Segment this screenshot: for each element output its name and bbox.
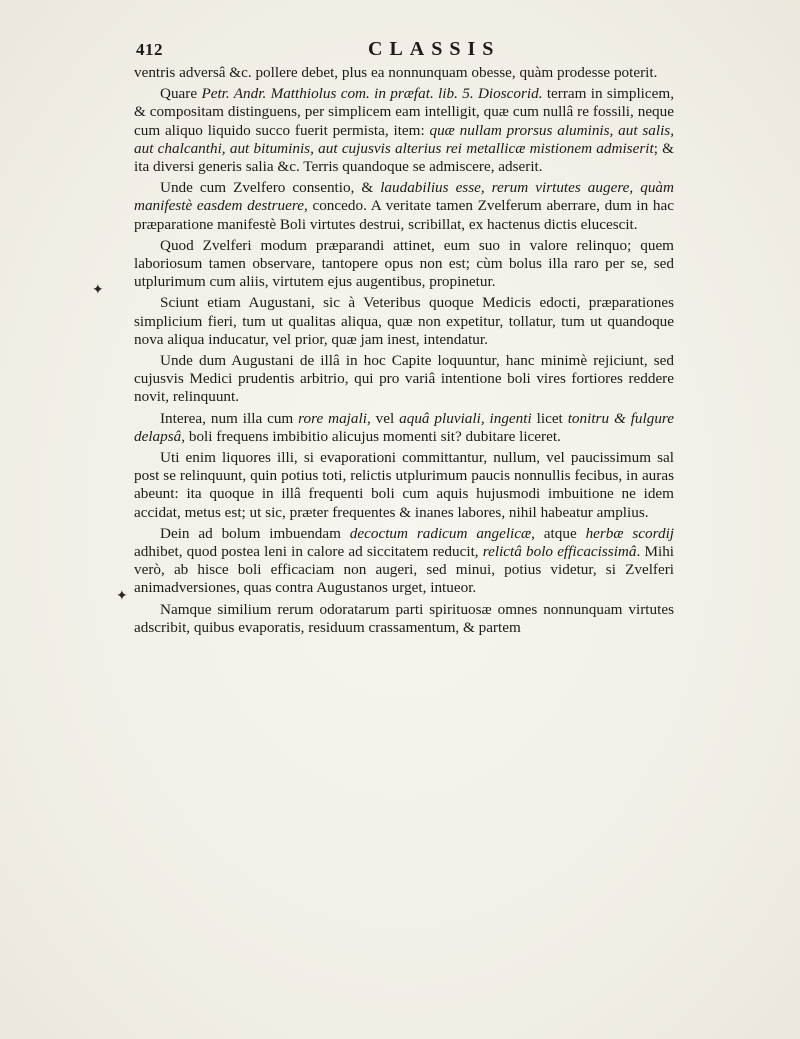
paragraph: Quod Zvelferi modum præparandi attinet, eum suo in valore relinquo; quem laboriosum tamen observare, tantopere opus non est; cùm bolus illa raro per se, sed utplurimum cum aliis, virtutem ejus augentibus, propinetur. <box>134 236 674 291</box>
page-number: 412 <box>136 40 163 59</box>
italic-phrase: aquâ pluviali, ingenti <box>399 409 532 427</box>
paragraph: Quare Petr. Andr. Matthiolus com. in præfat. lib. 5. Dioscorid. terram in simplicem, & compositam distinguens, per simplicem eam intelligit, quæ cum nullâ re fossili, neque cum aliquo liquido succo fuerit permista, item: quæ nullam prorsus aluminis, aut salis, aut chalcanthi, aut bituminis, aut cujusvis alterius rei metallicæ mistionem admiserit; & ita diversi generis salia &c. Terris quandoque se admiscere, adserit. <box>134 85 674 176</box>
paragraph: Uti enim liquores illi, si evaporationi committantur, nullum, vel paucissimum sal post se relinquunt, quin potius toti, relictis utplurimum paucis nonnullis fecibus, in auras abeunt: ita quoque in illâ frequenti boli cum aquis hujusmodi imbuitione ne idem accidat, metus est; ut sic, præter frequentes & inanes labores, nihil habeatur amplius. <box>134 449 674 521</box>
paragraph: Interea, num illa cum rore majali, vel aquâ pluviali, ingenti licet tonitru & fulgure delapsâ, boli frequens imbibitio alicujus momenti sit? dubitare liceret. <box>134 409 675 445</box>
running-head: CLASSIS <box>368 38 501 60</box>
paragraph: Dein ad bolum imbuendam decoctum radicum angelicæ, atque herbæ scordij adhibet, quod postea leni in calore ad siccitatem reducit, relictâ bolo efficacissimâ. Mihi verò, ab hisce boli efficaciam non augeri, sed minui, potius videtur, si Zvelferi animadversiones, quas contra Augustanos urget, intueor. <box>134 524 675 597</box>
italic-phrase: herbæ scordij <box>585 524 675 542</box>
margin-mark: ✦ <box>92 283 104 298</box>
italic-phrase: laudabilius esse, rerum virtutes augere, quàm manifestè easdem destruere <box>134 179 674 215</box>
paragraph: Namque similium rerum odoratarum parti spirituosæ omnes nonnunquam virtutes adscribit, quibus evaporatis, residuum crassamentum, & partem <box>134 600 674 636</box>
margin-mark: ✦ <box>116 589 128 604</box>
paragraph: ventris adversâ &c. pollere debet, plus ea nonnunquam obesse, quàm prodesse poterit. <box>134 64 658 81</box>
paragraph: Unde cum Zvelfero consentio, & laudabilius esse, rerum virtutes augere, quàm manifestè easdem destruere, concedo. A veritate tamen Zvelferum aberrare, dum in hac præparatione manifestè Boli virtutes destrui, scribillat, ex hactenus dictis elucescit. <box>134 179 674 233</box>
paragraph: Sciunt etiam Augustani, sic à Veteribus quoque Medicis edocti, præparationes simplicium fieri, tum ut qualitas aliqua, quæ non expetitur, tollatur, tum ut quandoque nova aliqua inducatur, vel prior, quæ jam inest, intendatur. <box>134 294 674 348</box>
italic-phrase: rore majali <box>298 409 367 427</box>
italic-phrase: Petr. Andr. Matthiolus com. in præfat. lib. 5. Dioscorid. <box>201 85 543 103</box>
italic-phrase: tonitru & fulgure delapsâ <box>134 409 675 445</box>
italic-phrase: decoctum radicum angelicæ <box>349 524 532 542</box>
italic-phrase: quæ nullam prorsus aluminis, aut salis, aut chalcanthi, aut bituminis, aut cujusvis alterius rei metallicæ mistionem admiserit <box>134 121 674 157</box>
body-text <box>134 64 674 640</box>
paragraph: Unde dum Augustani de illâ in hoc Capite loquuntur, hanc minimè rejiciunt, sed cujusvis Medici prudentis arbitrio, qui pro variâ intentione boli vires fortiores reddere novit, relinquunt. <box>134 352 674 406</box>
italic-phrase: relictâ bolo efficacissimâ <box>482 543 637 561</box>
